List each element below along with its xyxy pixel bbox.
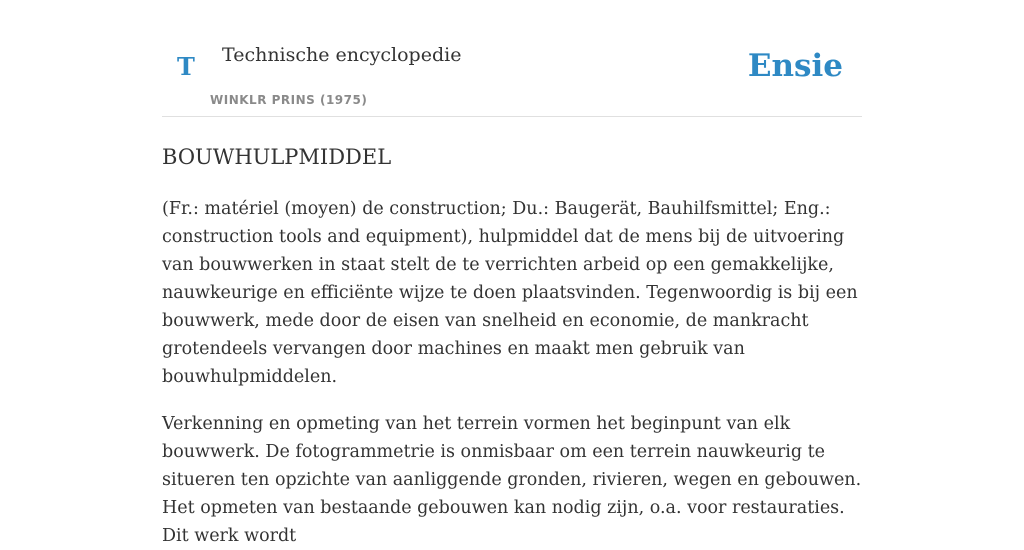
entry-title: BOUWHULPMIDDEL [162,145,392,169]
entry-paragraph-1: (Fr.: matériel (moyen) de construction; Du.: Baugerät, Bauhilfsmittel; Eng.: construction tools and equipment), hulpmiddel dat de mens bij de uitvoering van bouwwerken in staat stelt de te verrichten arbeid op een gemakkelijke, nauwkeurige en efficiënte wijze te doen plaatsvinden. Tegenwoordig is bij een bouwwerk, mede door de eisen van snelheid en economie, de mankracht grotendeels vervangen door machines en maakt men gebruik van bouwhulpmiddelen. [162,199,858,387]
work-logo-icon[interactable]: T [177,52,195,81]
header [162,0,862,117]
work-subtitle: WINKLR PRINS (1975) [210,93,368,107]
entry-paragraph-2: Verkenning en opmeting van het terrein vormen het beginpunt van elk bouwwerk. De fotogrammetrie is onmisbaar om een terrein nauwkeurig te situeren ten opzichte van aanliggende gronden, rivieren, wegen en gebouwen. Het opmeten van bestaande gebouwen kan nodig zijn, o.a. voor restauraties. Dit werk wordt [162,414,862,546]
work-title[interactable]: Technische encyclopedie [222,44,462,66]
page [162,0,862,550]
brand-logo[interactable]: Ensie [747,48,843,84]
